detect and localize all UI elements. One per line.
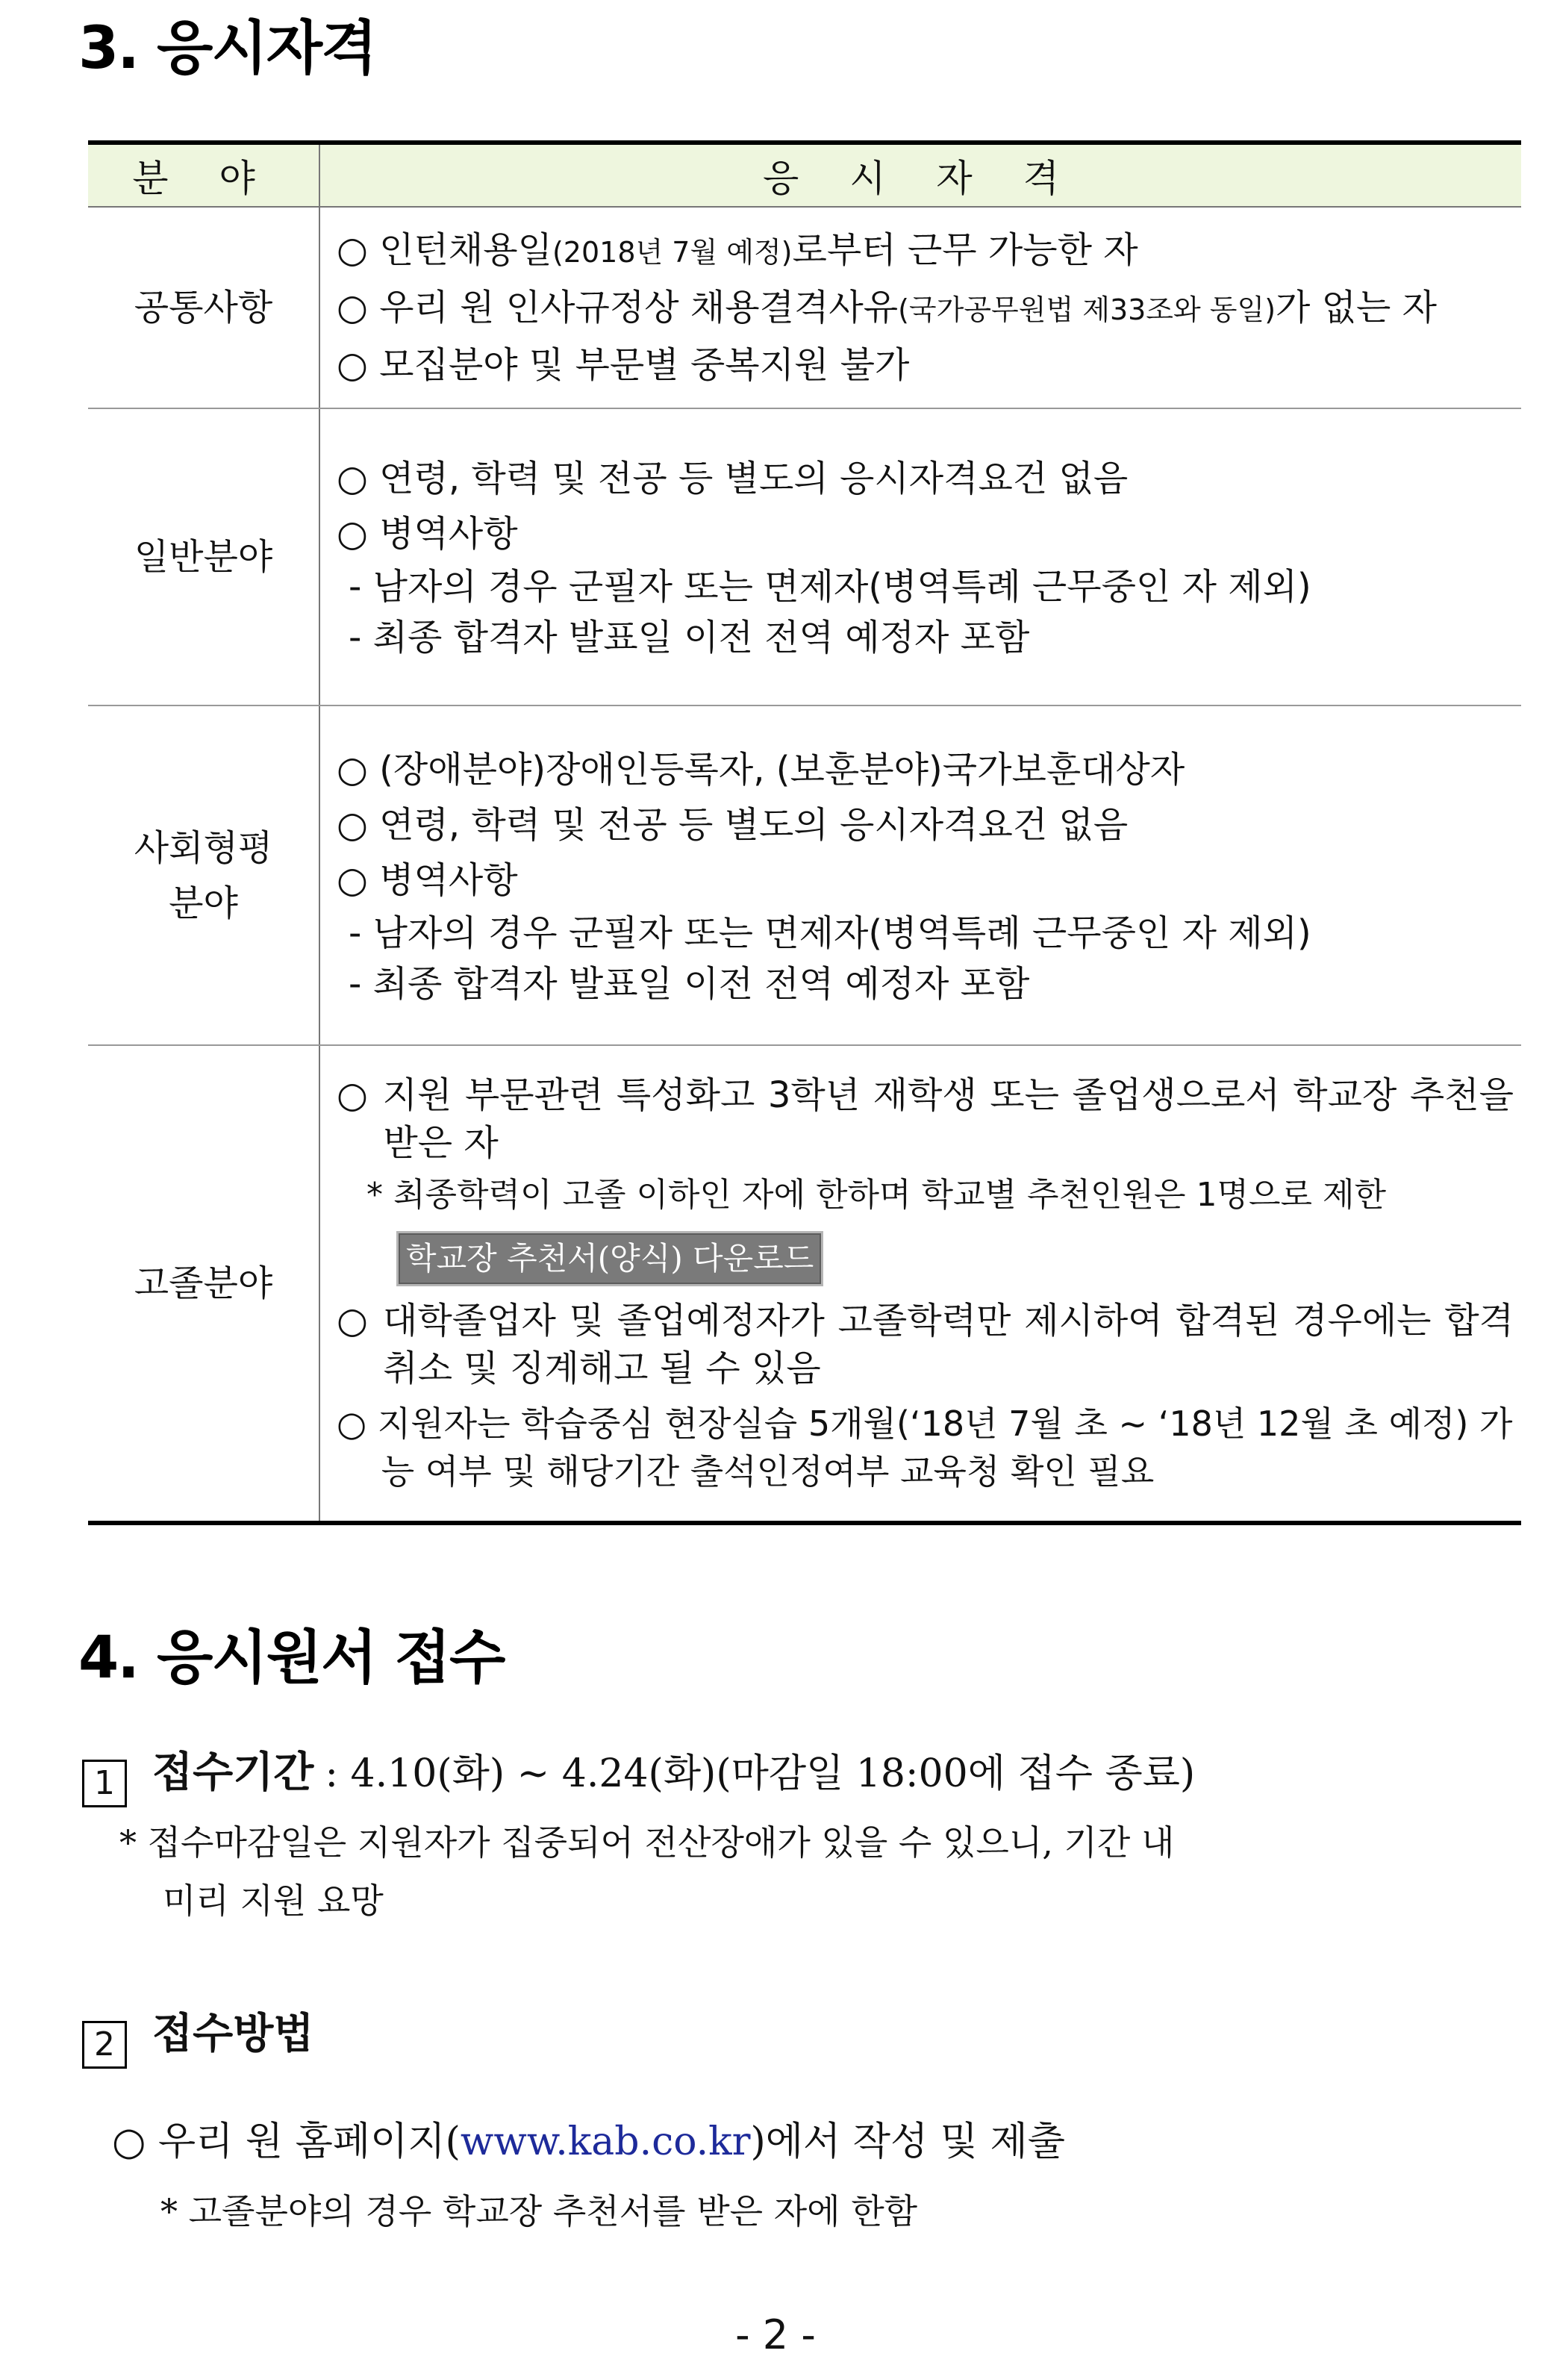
period-label: 접수기간 [152, 1748, 314, 1797]
category-highschool: 고졸분야 [88, 1045, 319, 1523]
general-content [319, 408, 1521, 705]
method-item [82, 2001, 313, 2069]
page-number: - 2 - [735, 2311, 816, 2358]
period-text: : 4.10(화) ~ 4.24(화)(마감일 18:00에 접수 종료) [325, 1751, 1196, 1796]
method-bullet-prefix: ○ 우리 원 홈페이지( [112, 2119, 461, 2164]
highschool-line-1: ○ 지원 부문관련 특성화고 3학년 재학생 또는 졸업생으로서 학교장 추천을 받은 자 [337, 1074, 1514, 1164]
header-qualification: 응 시 자 격 [319, 143, 1521, 207]
common-line-1-small: (2018년 7월 예정) [552, 236, 793, 269]
table-row-general [88, 408, 1521, 705]
common-line-2-text: ○ 우리 원 인사규정상 채용결격사유 [337, 287, 899, 328]
social-line-5: - 최종 합격자 발표일 이전 전역 예정자 포함 [349, 962, 1030, 1005]
section-3-title: 3. 응시자격 [78, 15, 376, 82]
category-general: 일반분야 [88, 408, 319, 705]
common-line-2 [337, 280, 1514, 337]
method-bullet-suffix: )에서 작성 및 제출 [750, 2119, 1066, 2164]
category-social [88, 705, 319, 1045]
period-note-line-1: * 접수마감일은 지원자가 집중되어 전산장애가 있을 수 있으니, 기간 내 [119, 1822, 1175, 1863]
general-line-1: ○ 연령, 학력 및 전공 등 별도의 응시자격요건 없음 [337, 458, 1129, 499]
highschool-note: * 최종학력이 고졸 이하인 자에 한하며 학교별 추천인원은 1명으로 제한 [366, 1176, 1386, 1214]
highschool-line-3: ○ 지원자는 학습중심 현장실습 5개월(‘18년 7월 초 ~ ‘18년 12월 초 예정) 가능 여부 및 해당기간 출석인정여부 교육청 확인 필요 [337, 1404, 1513, 1492]
qualification-table [88, 140, 1521, 1525]
category-common: 공통사항 [88, 207, 319, 408]
period-note-line-2: 미리 지원 요망 [163, 1881, 384, 1921]
method-label: 접수방법 [152, 2010, 314, 2058]
common-line-2-end: 가 없는 자 [1276, 287, 1438, 328]
table-row-highschool [88, 1045, 1521, 1523]
category-social-line-2: 분야 [169, 882, 238, 924]
table-row-social [88, 705, 1521, 1045]
common-line-1-text: ○ 인턴채용일 [337, 229, 552, 271]
social-content [319, 705, 1521, 1045]
header-field: 분 야 [88, 143, 319, 207]
section-4-title: 4. 응시원서 접수 [78, 1624, 505, 1692]
highschool-line-2: ○ 대학졸업자 및 졸업예정자가 고졸학력만 제시하여 합격된 경우에는 합격 취소 및 징계해고 될 수 있음 [337, 1300, 1514, 1389]
general-line-2: ○ 병역사항 [337, 513, 518, 555]
method-number-box: 2 [82, 2021, 127, 2069]
homepage-link[interactable]: www.kab.co.kr [460, 2119, 751, 2164]
period-number-box: 1 [82, 1760, 127, 1807]
method-note: * 고졸분야의 경우 학교장 추천서를 받은 자에 한함 [160, 2191, 918, 2231]
social-line-4: - 남자의 경우 군필자 또는 면제자(병역특례 근무중인 자 제외) [349, 912, 1311, 954]
common-line-2-small: (국가공무원법 제33조와 동일) [898, 293, 1276, 326]
period-item [82, 1739, 1195, 1807]
recommendation-form-download-button[interactable]: 학교장 추천서(양식) 다운로드 [396, 1231, 823, 1286]
common-line-3: ○ 모집분야 및 부문별 중복지원 불가 [337, 344, 910, 386]
general-line-3: - 남자의 경우 군필자 또는 면제자(병역특례 근무중인 자 제외) [349, 566, 1311, 608]
table-row-common [88, 207, 1521, 408]
social-line-1: ○ (장애분야)장애인등록자, (보훈분야)국가보훈대상자 [337, 748, 1185, 791]
highschool-content [319, 1045, 1521, 1523]
general-line-4: - 최종 합격자 발표일 이전 전역 예정자 포함 [349, 617, 1030, 658]
download-button-wrap [337, 1224, 1514, 1297]
common-line-1-end: 로부터 근무 가능한 자 [792, 229, 1138, 271]
social-line-2: ○ 연령, 학력 및 전공 등 별도의 응시자격요건 없음 [337, 803, 1129, 846]
table-header-row [88, 143, 1521, 207]
social-line-3: ○ 병역사항 [337, 859, 518, 901]
category-social-line-1: 사회형평 [134, 826, 273, 869]
common-line-1 [337, 222, 1514, 280]
method-bullet [112, 2110, 1065, 2166]
common-content [319, 207, 1521, 408]
